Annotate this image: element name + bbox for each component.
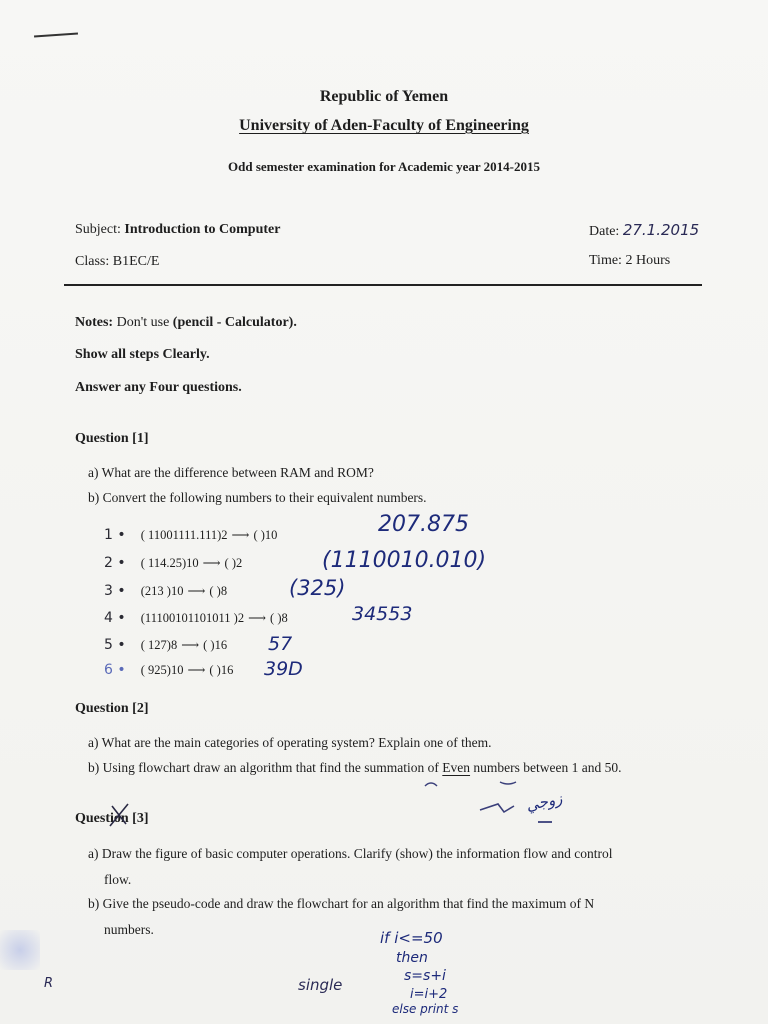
ink-smudge <box>0 930 40 970</box>
arrow-icon: ⟶ <box>181 638 200 652</box>
note-1 <box>75 315 297 331</box>
conversion-row <box>104 662 233 678</box>
arrow-icon: ⟶ <box>202 556 221 570</box>
class-line <box>75 254 159 270</box>
date-label: Date: <box>589 224 623 239</box>
time-line <box>589 253 670 269</box>
question-2-b-pre: b) Using flowchart draw an algorithm that find the summation of <box>88 760 443 775</box>
question-3-b-cont: numbers. <box>104 922 154 937</box>
subject-value: Introduction to Computer <box>124 222 281 237</box>
conversion-text: (213 )10 <box>140 584 184 598</box>
header-exam: Odd semester examination for Academic year 2014-2015 <box>228 159 540 174</box>
note-text: Don't use <box>113 315 173 330</box>
side-note: single <box>298 976 343 994</box>
conversion-text: ( 11001111.111)2 <box>140 528 228 542</box>
conversion-target: ( )8 <box>270 611 288 625</box>
question-2-b-even: Even <box>442 760 471 775</box>
conversion-target: ( )10 <box>253 528 278 542</box>
conversion-number: 3 • <box>104 583 126 599</box>
arrow-icon: ⟶ <box>248 611 267 625</box>
conversion-target: ( )16 <box>209 663 234 677</box>
date-line <box>589 221 699 240</box>
conversion-number: 4 • <box>104 610 126 626</box>
note-3: Answer any Four questions. <box>75 380 242 395</box>
pseudo-line: else print s <box>392 1002 459 1016</box>
pen-strike <box>106 800 132 830</box>
arrow-icon: ⟶ <box>231 528 250 542</box>
answer-handwriting: (1110010.010) <box>322 548 487 573</box>
conversion-target: ( )16 <box>203 638 228 652</box>
note-label: Notes: <box>75 315 114 330</box>
time-label: Time: <box>589 253 626 268</box>
conversion-number: 2 • <box>104 555 126 571</box>
question-1-title: Question [1] <box>75 431 149 446</box>
pseudo-line: s=s+i <box>404 968 446 984</box>
question-1-b: b) Convert the following numbers to their equivalent numbers. <box>88 490 427 505</box>
arrow-icon: ⟶ <box>187 584 206 598</box>
note-bold: (pencil - Calculator). <box>172 315 297 330</box>
conversion-number: 6 • <box>104 662 126 678</box>
question-1-a: a) What are the difference between RAM and ROM? <box>88 465 374 480</box>
question-2-b-post: numbers between 1 and 50. <box>470 760 622 775</box>
answer-handwriting: 57 <box>268 633 293 655</box>
conversion-target: ( )8 <box>209 584 228 598</box>
conversion-text: ( 925)10 <box>140 663 184 677</box>
note-2: Show all steps Clearly. <box>75 347 210 362</box>
conversion-text: ( 114.25)10 <box>140 556 199 570</box>
conversion-number: 5 • <box>104 637 126 653</box>
pseudo-line: if i<=50 <box>380 929 443 947</box>
answer-handwriting: 34553 <box>352 603 413 625</box>
subject-line <box>75 222 280 238</box>
question-2-b <box>88 760 622 776</box>
conversion-number: 1 • <box>104 527 126 543</box>
arabic-note: زوجي <box>524 789 564 815</box>
conversion-row <box>104 637 227 653</box>
header-country: Republic of Yemen <box>319 88 449 105</box>
scribble-marks <box>420 776 570 826</box>
conversion-target: ( )2 <box>224 556 243 570</box>
header-university: University of Aden-Faculty of Engineering <box>239 117 529 134</box>
answer-handwriting: (325) <box>289 576 346 600</box>
question-2-a: a) What are the main categories of operating system? Explain one of them. <box>88 735 492 750</box>
time-value: 2 Hours <box>625 253 671 268</box>
conversion-row <box>104 555 242 571</box>
conversion-text: ( 127)8 <box>140 638 178 652</box>
question-2-title: Question [2] <box>75 701 149 716</box>
pseudo-line: then <box>396 950 428 966</box>
question-3-b: b) Give the pseudo-code and draw the flowchart for an algorithm that find the maximum of N <box>88 896 595 911</box>
subject-label: Subject: <box>75 222 125 237</box>
date-value: 27.1.2015 <box>622 221 700 239</box>
pen-mark <box>34 32 78 37</box>
class-value: B1EC/E <box>112 254 160 269</box>
arrow-icon: ⟶ <box>187 663 206 677</box>
conversion-text: (11100101101011 )2 <box>140 611 245 625</box>
answer-handwriting: 207.875 <box>378 512 469 537</box>
class-label: Class: <box>75 254 113 269</box>
conversion-row <box>104 583 227 599</box>
conversion-row <box>104 610 288 626</box>
conversion-row <box>104 527 277 543</box>
question-3-a: a) Draw the figure of basic computer operations. Clarify (show) the information flow and control <box>88 846 613 861</box>
pseudo-line: i=i+2 <box>410 987 448 1002</box>
question-3-a-cont: flow. <box>104 872 132 887</box>
header-divider <box>64 284 702 286</box>
margin-mark: R <box>44 976 54 991</box>
question-3-title: Question [3] <box>75 811 149 826</box>
answer-handwriting: 39D <box>264 658 303 680</box>
